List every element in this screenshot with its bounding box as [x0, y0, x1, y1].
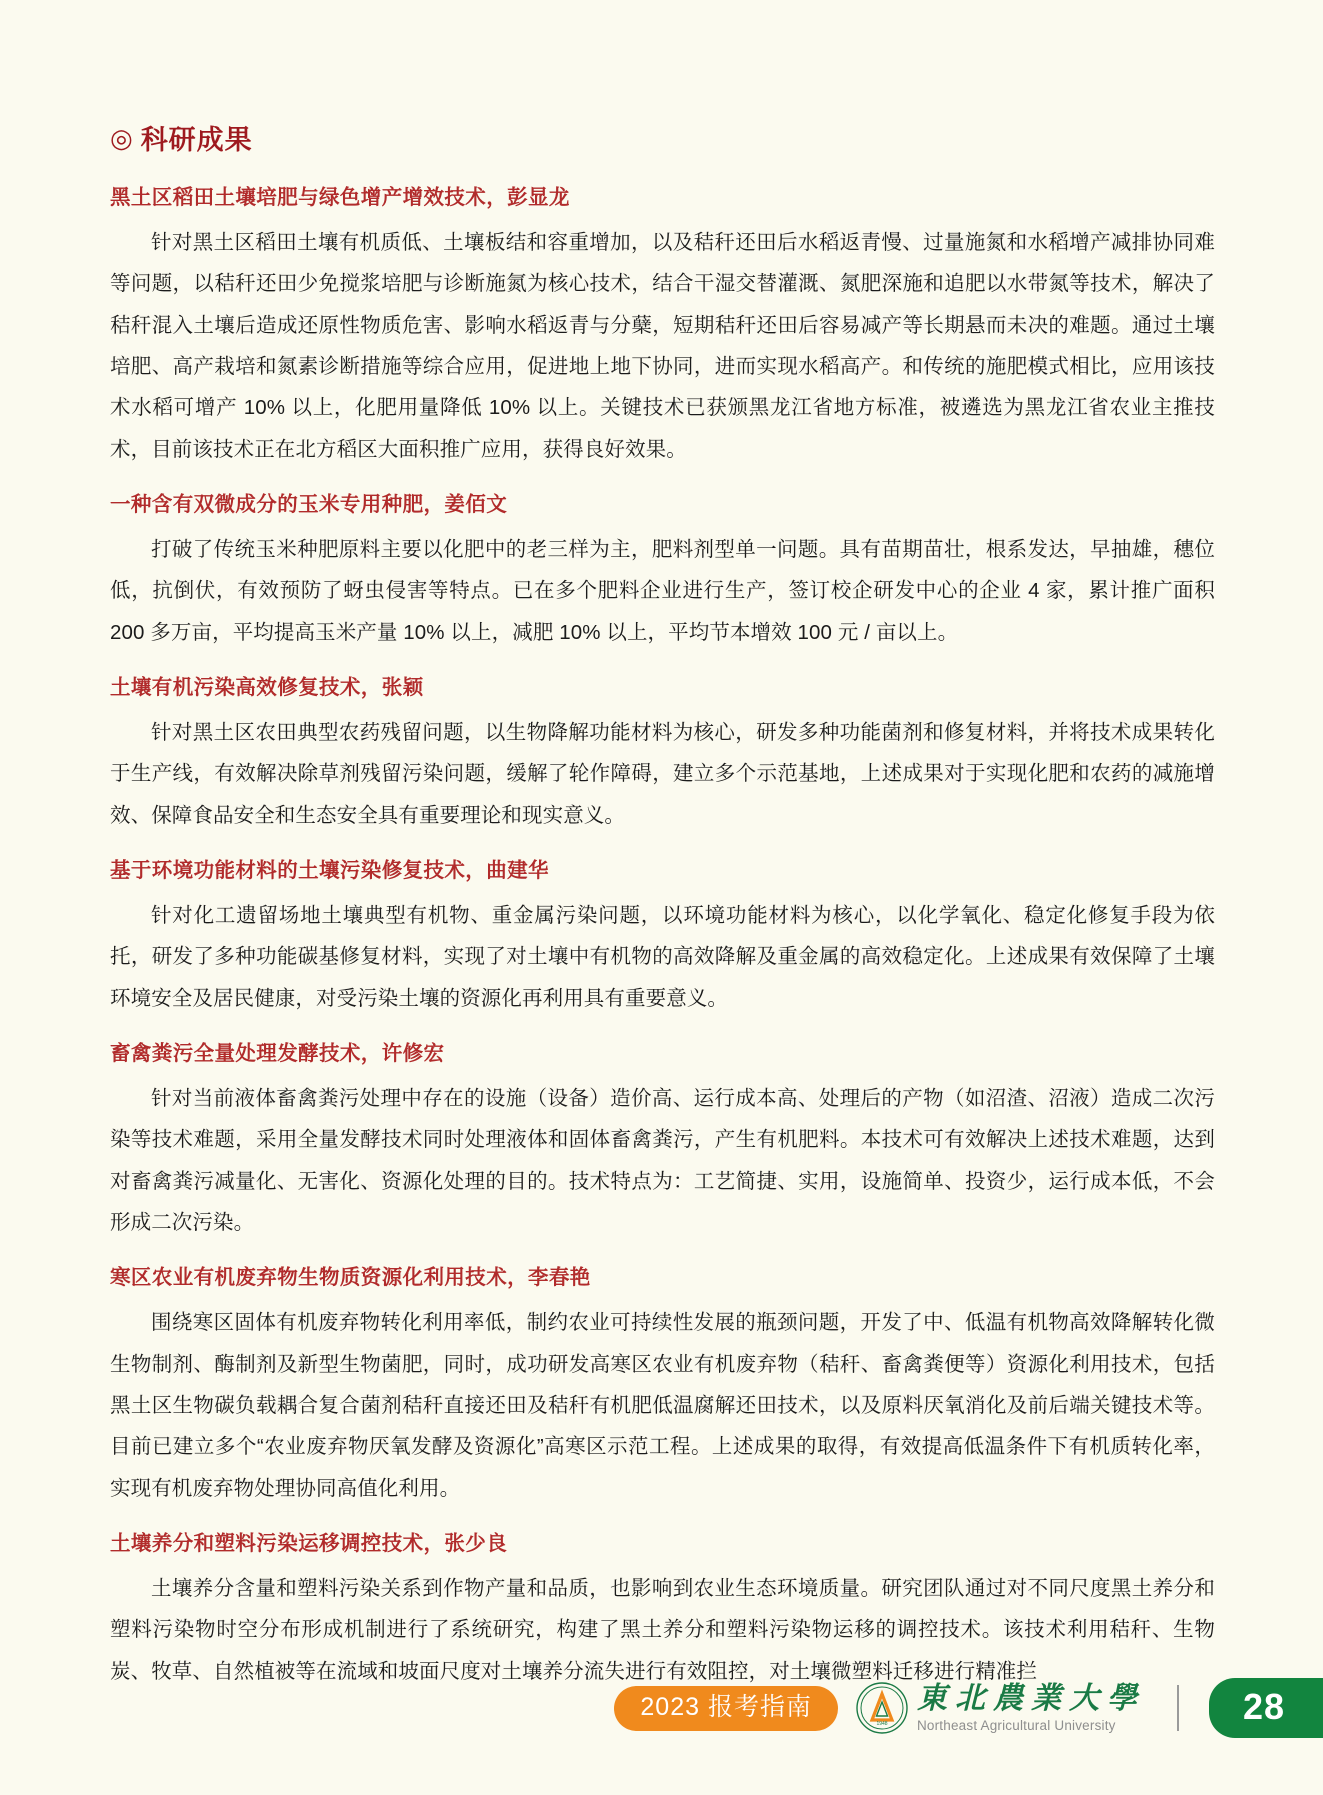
entry-body: 针对黑土区稻田土壤有机质低、土壤板结和容重增加，以及秸秆还田后水稻返青慢、过量施氮和水稻增产减排协同难等问题，以秸秆还田少免搅浆培肥与诊断施氮为核心技术，结合干湿交替灌溉、氮肥深施和追肥以水带氮等技术，解决了秸秆混入土壤后造成还原性物质危害、影响水稻返青与分蘖，短期秸秆还田后容易减产等长期悬而未决的难题。通过土壤培肥、高产栽培和氮素诊断措施等综合应用，促进地上地下协同，进而实现水稻高产。和传统的施肥模式相比，应用该技术水稻可增产 10% 以上，化肥用量降低 10% 以上。关键技术已获颁黑龙江省地方标准，被遴选为黑龙江省农业主推技术，目前该技术正在北方稻区大面积推广应用，获得良好效果。 [110, 230, 1215, 461]
guide-badge: 2023 报考指南 [614, 1686, 838, 1731]
research-entry [110, 856, 1215, 1019]
section-title-text: 科研成果 [140, 125, 253, 155]
university-name-cn: 東北農業大學 [916, 1681, 1145, 1715]
svg-text:1948: 1948 [876, 1721, 888, 1727]
entry-title: 一种含有双微成分的玉米专用种肥，姜佰文 [110, 493, 508, 517]
entry-body: 围绕寒区固体有机废弃物转化利用率低，制约农业可持续性发展的瓶颈问题，开发了中、低温有机物高效降解转化微生物制剂、酶制剂及新型生物菌肥，同时，成功研发高寒区农业有机废弃物（秸秆、畜禽粪便等）资源化利用技术，包括黑土区生物碳负载耦合复合菌剂秸秆直接还田及秸秆有机肥低温腐解还田技术，以及原料厌氧消化及前后端关键技术等。目前已建立多个“农业废弃物厌氧发酵及资源化”高寒区示范工程。上述成果的取得，有效提高低温条件下有机质转化率，实现有机废弃物处理协同高值化利用。 [110, 1311, 1215, 1500]
entry-body: 土壤养分含量和塑料污染关系到作物产量和品质，也影响到农业生态环境质量。研究团队通过对不同尺度黑土养分和塑料污染物时空分布形成机制进行了系统研究，构建了黑土养分和塑料污染物运移的调控技术。该技术利用秸秆、生物炭、牧草、自然植被等在流域和坡面尺度对土壤养分流失进行有效阻控，对土壤微塑料迁移进行精准拦 [110, 1577, 1215, 1683]
university-name-en: Northeast Agricultural University [916, 1717, 1116, 1733]
university-seal-icon [856, 1682, 908, 1734]
entry-title: 土壤养分和塑料污染运移调控技术，张少良 [110, 1532, 508, 1556]
research-entry [110, 673, 1215, 836]
entry-body: 针对当前液体畜禽粪污处理中存在的设施（设备）造价高、运行成本高、处理后的产物（如沼渣、沼液）造成二次污染等技术难题，采用全量发酵技术同时处理液体和固体畜禽粪污，产生有机肥料。本技术可有效解决上述技术难题，达到对畜禽粪污减量化、无害化、资源化处理的目的。技术特点为：工艺简捷、实用，设施简单、投资少，运行成本低，不会形成二次污染。 [110, 1086, 1215, 1235]
entry-body: 打破了传统玉米种肥原料主要以化肥中的老三样为主，肥料剂型单一问题。具有苗期苗壮，根系发达，早抽雄，穗位低，抗倒伏，有效预防了蚜虫侵害等特点。已在多个肥料企业进行生产，签订校企研发中心的企业 4 家，累计推广面积 200 多万亩，平均提高玉米产量 10% 以上，减肥 10% 以上，平均节本增效 100 元 / 亩以上。 [110, 537, 1215, 644]
page-number-badge: 28 [1209, 1678, 1323, 1738]
page-content [110, 118, 1215, 1704]
research-entry [110, 490, 1215, 653]
footer-content [614, 1678, 1323, 1738]
entry-body: 针对化工遗留场地土壤典型有机物、重金属污染问题，以环境功能材料为核心，以化学氧化、稳定化修复手段为依托，研发了多种功能碳基修复材料，实现了对土壤中有机物的高效降解及重金属的高效稳定化。上述成果有效保障了土壤环境安全及居民健康，对受污染土壤的资源化再利用具有重要意义。 [110, 903, 1215, 1010]
footer-divider [1177, 1685, 1179, 1731]
entry-title: 黑土区稻田土壤培肥与绿色增产增效技术，彭显龙 [110, 186, 570, 209]
university-logo-text [916, 1681, 1145, 1733]
page-footer [0, 1679, 1323, 1737]
entry-title: 畜禽粪污全量处理发酵技术，许修宏 [110, 1042, 445, 1066]
research-entry [110, 1529, 1215, 1692]
page-title [110, 118, 1215, 157]
circle-bullet-icon: ◎ [110, 122, 134, 153]
research-entry [110, 183, 1215, 470]
research-entry [110, 1039, 1215, 1243]
entry-body: 针对黑土区农田典型农药残留问题，以生物降解功能材料为核心，研发多种功能菌剂和修复材料，并将技术成果转化于生产线，有效解决除草剂残留污染问题，缓解了轮作障碍，建立多个示范基地，上述成果对于实现化肥和农药的减施增效、保障食品安全和生态安全具有重要理论和现实意义。 [110, 720, 1215, 827]
research-entry [110, 1263, 1215, 1509]
entry-title: 寒区农业有机废弃物生物质资源化利用技术，李春艳 [110, 1266, 591, 1290]
entry-title: 土壤有机污染高效修复技术，张颖 [110, 676, 424, 700]
entry-title: 基于环境功能材料的土壤污染修复技术，曲建华 [110, 859, 549, 883]
university-logo [856, 1682, 1145, 1734]
